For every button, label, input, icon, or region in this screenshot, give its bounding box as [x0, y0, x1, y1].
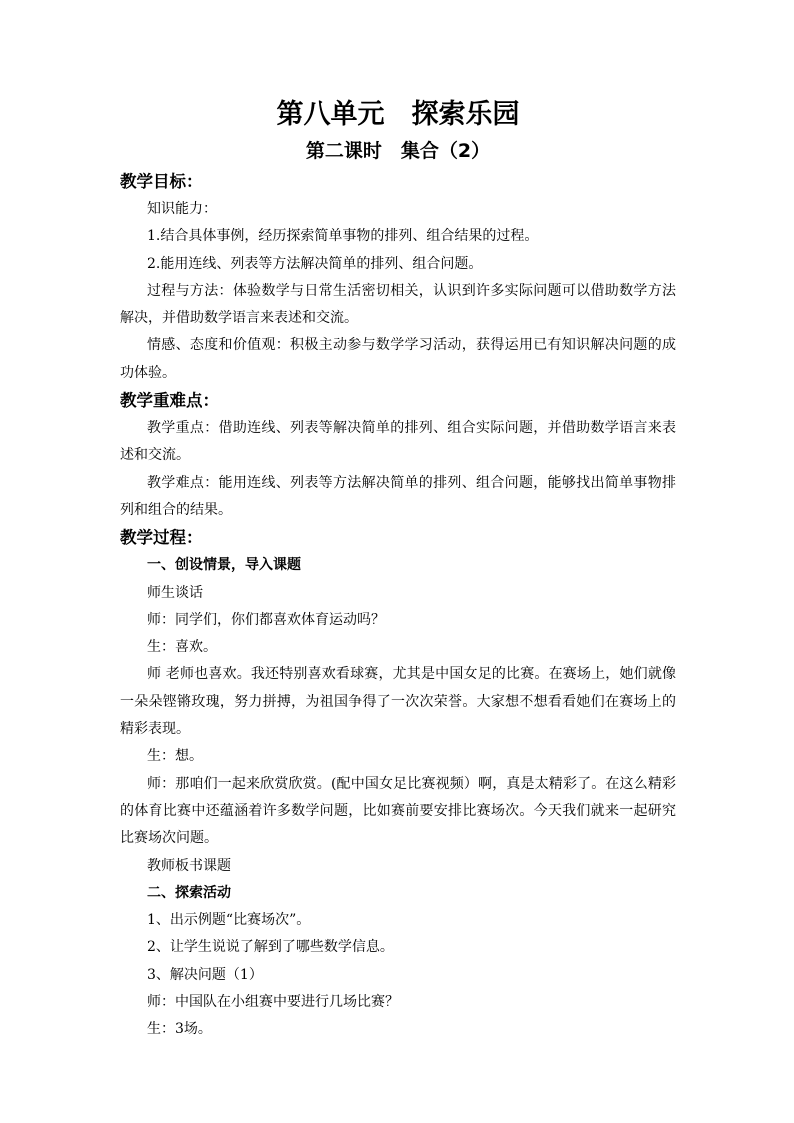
process-paragraph: 师：同学们，你们都喜欢体育运动吗？ — [147, 611, 385, 628]
process-paragraph: 3、解决问题（1） — [147, 966, 263, 983]
process-paragraph: 师：中国队在小组赛中要进行几场比赛？ — [147, 994, 399, 1011]
objectives-section — [120, 168, 676, 387]
document-page — [120, 96, 676, 1044]
process-paragraph: 生：3场。 — [147, 1021, 212, 1038]
objectives-paragraph: 情感、态度和价值观：积极主动参与数学学习活动，获得运用已有知识解决问题的成功体验。 — [120, 337, 676, 381]
objectives-heading: 教学目标： — [120, 172, 203, 191]
process-paragraph: 教师板书课题 — [147, 857, 231, 874]
process-paragraph: 师生谈话 — [147, 584, 203, 601]
lesson-subtitle: 第二课时 集合（2） — [305, 140, 491, 162]
process-paragraph: 生：想。 — [147, 748, 203, 765]
key-points-paragraph: 教学难点：能用连线、列表等方法解决简单的排列、组合问题，能够找出简单事物排列和组合的结果。 — [120, 474, 676, 518]
objectives-paragraph: 1.结合具体事例，经历探索简单事物的排列、组合结果的过程。 — [147, 228, 539, 245]
objectives-paragraph: 过程与方法：体验数学与日常生活密切相关，认识到许多实际问题可以借助数学方法解决，并借助数学语言来表述和交流。 — [120, 282, 676, 327]
process-paragraph: 师：那咱们一起来欣赏欣赏。(配中国女足比赛视频）啊，真是太精彩了。在这么精彩的体育比赛中还蕴涵着许多数学问题，比如赛前要安排比赛场次。今天我们就来一起研究比赛场次问题。 — [120, 775, 676, 847]
process-paragraph: 师 老师也喜欢。我还特别喜欢看球赛，尤其是中国女足的比赛。在赛场上，她们就像一朵朵铿锵玫瑰，努力拼搏，为祖国争得了一次次荣誉。大家想不想看看她们在赛场上的精彩表现。 — [120, 666, 676, 738]
process-paragraph: 1、出示例题“比赛场次”。 — [147, 912, 311, 929]
key-points-paragraph: 教学重点：借助连线、列表等解决简单的排列、组合实际问题，并借助数学语言来表述和交流。 — [120, 420, 676, 464]
process-part1-title: 一、创设情景，导入课题 — [147, 557, 301, 574]
process-heading: 教学过程： — [120, 528, 203, 548]
objectives-paragraph: 知识能力： — [147, 201, 217, 217]
process-paragraph: 2、让学生说说了解到了哪些数学信息。 — [147, 939, 394, 956]
objectives-paragraph: 2.能用连线、列表等方法解决简单的排列、组合问题。 — [147, 255, 483, 272]
process-part2-title: 二、探索活动 — [147, 884, 231, 901]
key-points-heading: 教学重难点： — [120, 391, 219, 411]
process-section — [120, 524, 676, 1043]
key-points-section — [120, 387, 676, 524]
process-paragraph: 生：喜欢。 — [147, 639, 217, 656]
document-title: 第八单元 探索乐园 — [276, 99, 520, 130]
